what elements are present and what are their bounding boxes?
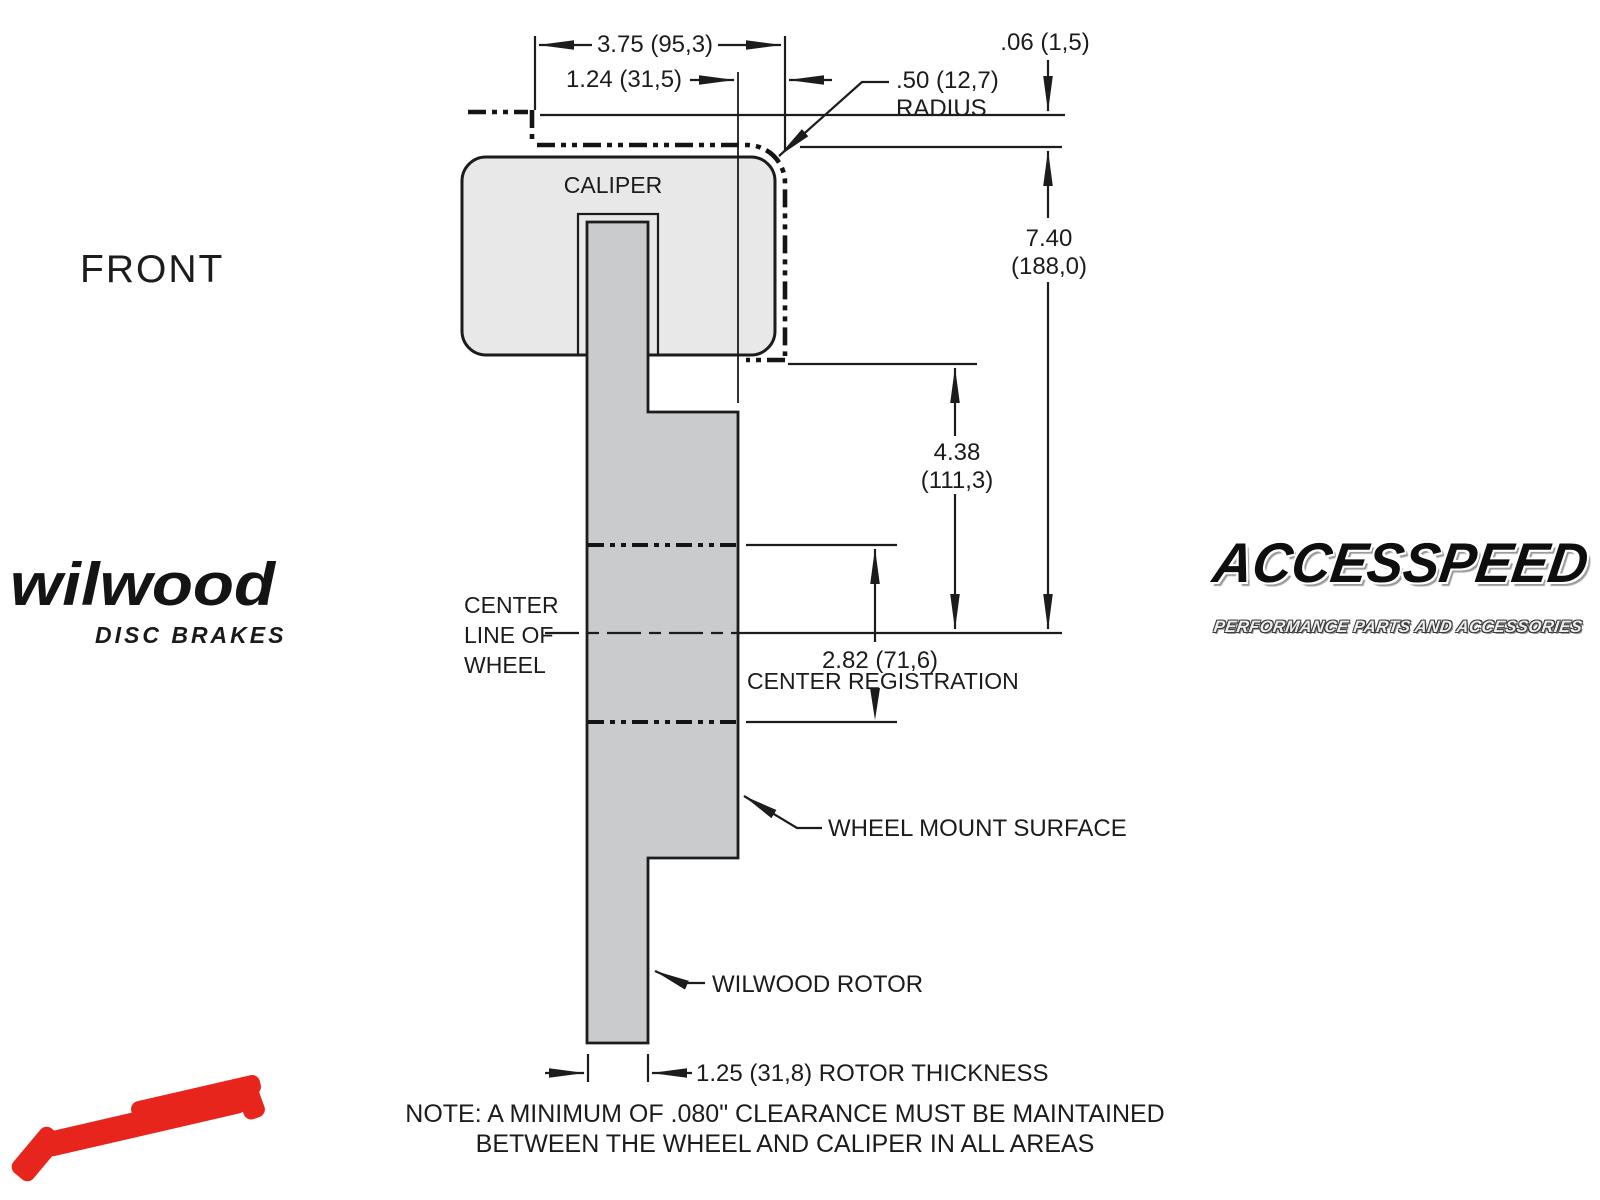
dim-clearance: .06 (1,5)	[1000, 29, 1090, 56]
caliper-label: CALIPER	[563, 172, 663, 198]
view-label: FRONT	[80, 248, 225, 291]
wheel-mount-surface-label: WHEEL MOUNT SURFACE	[828, 815, 1127, 842]
accesspeed-logo-name: ACCESSPEED	[1209, 531, 1593, 594]
accesspeed-logo	[1208, 530, 1593, 650]
centerline-label	[464, 591, 559, 681]
centerline-word1: CENTER	[464, 592, 559, 618]
dim-height-total	[1006, 225, 1092, 280]
dim-center-registration-value: 2.82 (71,6)	[817, 647, 943, 675]
wilwood-rotor-label: WILWOOD ROTOR	[712, 971, 924, 998]
accesspeed-logo-tagline: PERFORMANCE PARTS AND ACCESSORIES	[1212, 618, 1584, 636]
clearance-note	[405, 1100, 1164, 1159]
dim-width-total: 3.75 (95,3)	[592, 31, 718, 59]
dim-radius-value: .50 (12,7)	[896, 67, 999, 94]
centerline-word3: WHEEL	[464, 651, 546, 678]
center-registration-label: CENTER REGISTRATION	[747, 668, 1019, 694]
clearance-note-line2: BETWEEN THE WHEEL AND CALIPER IN ALL AREAS	[475, 1129, 1095, 1158]
dim-radius	[896, 67, 999, 122]
dim-height-mount-mm: (111,3)	[920, 466, 994, 494]
wilwood-logo-tagline: DISC BRAKES	[95, 622, 287, 648]
dim-height-mount	[916, 439, 998, 494]
rotor-thickness-label: 1.25 (31,8) ROTOR THICKNESS	[696, 1060, 1049, 1087]
dim-height-total-value: 7.40	[1025, 225, 1073, 252]
clearance-note-line1: NOTE: A MINIMUM OF .080" CLEARANCE MUST BE MAINTAINED	[405, 1100, 1165, 1128]
wilwood-logo-name: wilwood	[10, 551, 276, 618]
dim-width-inner: 1.24 (31,5)	[561, 66, 687, 94]
centerline-word2: LINE OF	[464, 621, 554, 648]
dim-height-mount-value: 4.38	[933, 439, 981, 466]
dim-height-total-mm: (188,0)	[1010, 252, 1088, 280]
dim-radius-word: RADIUS	[896, 94, 987, 122]
